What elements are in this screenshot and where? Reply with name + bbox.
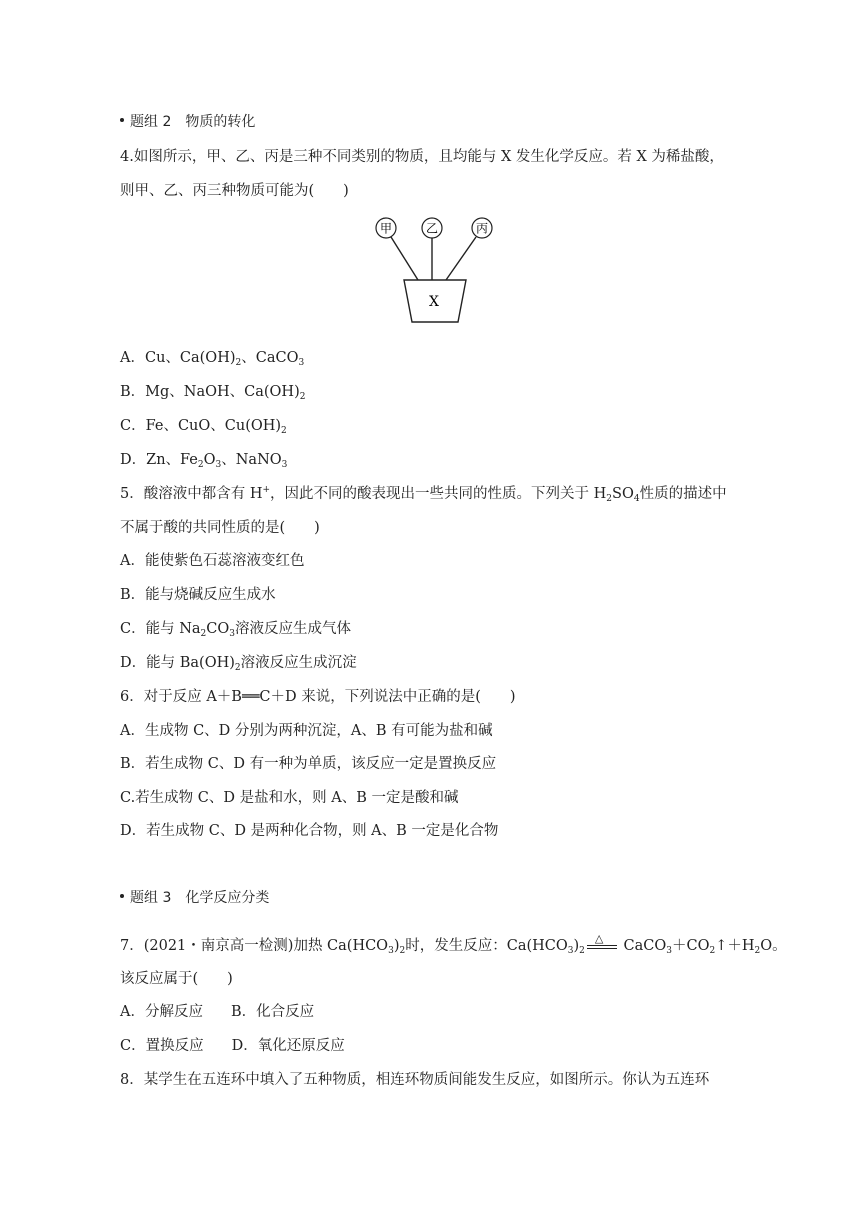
section-heading-3: 题组 3 化学反应分类 [120, 888, 269, 908]
q4-option-d: D．Zn、$Fe_2O_3$、NaNO$_3$ [120, 452, 288, 470]
q4-option-c: C．Fe、CuO、$Cu(OH)_2$ [120, 418, 287, 436]
q5-option-d: D．能与 $Ba(OH)_2$溶液反应生成沉淀 [120, 655, 357, 673]
svg-text:丙: 丙 [475, 221, 489, 236]
q7-option-c: C．置换反应 [120, 1038, 204, 1054]
svg-text:X: X [429, 294, 439, 310]
q7-options-row1 [120, 1002, 314, 1022]
q4-option-a: A．Cu、$Ca(OH)_2$、CaCO$_3$ [120, 350, 305, 368]
svg-text:甲: 甲 [379, 221, 393, 236]
q7-stem-line2: 该反应属于( ) [120, 971, 233, 987]
q5-option-b: B．能与烧碱反应生成水 [120, 587, 276, 603]
circle-bing [472, 218, 492, 238]
svg-text:乙: 乙 [425, 221, 439, 236]
circle-yi [422, 218, 442, 238]
q6-stem: 6．对于反应 A＋B══C＋D 来说，下列说法中正确的是( ) [120, 689, 516, 705]
bullet-icon [120, 118, 124, 122]
q6-option-a: A．生成物 C、D 分别为两种沉淀，A、B 有可能为盐和碱 [120, 723, 493, 739]
q6-option-d: D．若生成物 C、D 是两种化合物，则 A、B 一定是化合物 [120, 823, 499, 839]
beaker-x [404, 280, 466, 322]
connector-line [391, 237, 418, 280]
connector-line [446, 237, 476, 280]
q7-stem-line1: 7．(2021・南京高一检测)加热 $Ca(HCO_3)_2$时，发生反应：$Ca(HCO_3)_2$ △ $CaCO_3+CO_2↑+H_2O$。 [120, 932, 787, 956]
q5-option-a: A．能使紫色石蕊溶液变红色 [120, 553, 305, 569]
section-heading-2: 题组 2 物质的转化 [120, 112, 255, 132]
q7-option-d: D．氧化还原反应 [231, 1038, 345, 1054]
q4-stem-line2: 则甲、乙、丙三种物质可能为( ) [120, 183, 349, 199]
q4-stem-line1: 4.如图所示，甲、乙、丙是三种不同类别的物质，且均能与 X 发生化学反应。若 X 为稀盐酸， [120, 149, 724, 165]
q6-option-c: C.若生成物 C、D 是盐和水，则 A、B 一定是酸和碱 [120, 790, 459, 806]
q5-stem-line2: 不属于酸的共同性质的是( ) [120, 520, 320, 536]
bullet-icon [120, 894, 124, 898]
q7-option-a: A．分解反应 [120, 1004, 203, 1020]
q8-stem-line1: 8．某学生在五连环中填入了五种物质，相连环物质间能发生反应，如图所示。你认为五连环 [120, 1072, 710, 1088]
circle-jia [376, 218, 396, 238]
q7-options-row2 [120, 1036, 345, 1056]
q4-figure [370, 212, 500, 326]
heating-equals-sign: △ [587, 939, 617, 953]
q5-option-c: C．能与 $Na_2CO_3$溶液反应生成气体 [120, 621, 351, 639]
q6-option-b: B．若生成物 C、D 有一种为单质，该反应一定是置换反应 [120, 756, 497, 772]
q5-stem-line1: 5．酸溶液中都含有 H+，因此不同的酸表现出一些共同的性质。下列关于 $H_2SO_4$性质的描述中 [120, 485, 727, 504]
q7-option-b: B．化合反应 [230, 1004, 315, 1020]
q4-option-b: B．Mg、NaOH、$Ca(OH)_2$ [120, 384, 306, 402]
